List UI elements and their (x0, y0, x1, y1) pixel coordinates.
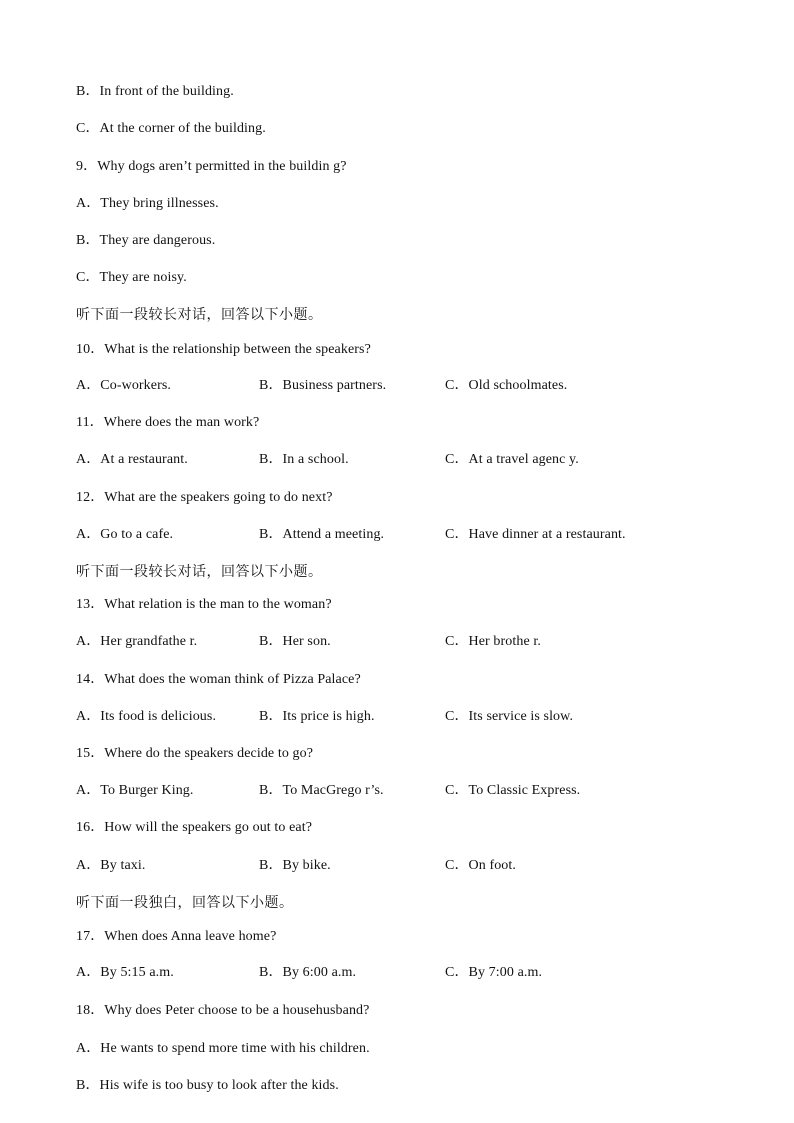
question-line: 11．Where does the man work? (76, 415, 260, 430)
option-b: B．Her son. (259, 634, 331, 649)
question-line: A．They bring illnesses. (76, 196, 219, 211)
question-line: A．He wants to spend more time with his children. (76, 1041, 370, 1056)
question-line: 17．When does Anna leave home? (76, 929, 277, 944)
option-c: C．On foot. (445, 858, 516, 873)
question-line: 12．What are the speakers going to do next? (76, 490, 333, 505)
option-b: B．Its price is high. (259, 709, 375, 724)
option-c: C．Its service is slow. (445, 709, 574, 724)
option-c: C．Her brothe r. (445, 634, 541, 649)
option-a: A．By 5:15 a.m. (76, 965, 174, 980)
option-b: B．By bike. (259, 858, 331, 873)
question-line: C．They are noisy. (76, 270, 187, 285)
section-instruction: 听下面一段较长对话，回答以下小题。 (76, 564, 323, 580)
option-c: C．At a travel agenc y. (445, 452, 579, 467)
question-line: 18．Why does Peter choose to be a househusband? (76, 1003, 370, 1018)
question-line: B．His wife is too busy to look after the kids. (76, 1078, 339, 1093)
option-a: A．Its food is delicious. (76, 709, 217, 724)
option-a: A．To Burger King. (76, 783, 194, 798)
option-a: A．Her grandfathe r. (76, 634, 198, 649)
question-line: 14．What does the woman think of Pizza Palace? (76, 672, 361, 687)
section-instruction: 听下面一段较长对话，回答以下小题。 (76, 307, 323, 323)
option-a: A．By taxi. (76, 858, 146, 873)
option-c: C．To Classic Express. (445, 783, 581, 798)
option-b: B．To MacGrego r’s. (259, 783, 384, 798)
option-c: C．By 7:00 a.m. (445, 965, 543, 980)
question-line: C．At the corner of the building. (76, 121, 266, 136)
option-a: A．Go to a cafe. (76, 527, 174, 542)
question-line: 9．Why dogs aren’t permitted in the buildin g? (76, 159, 347, 174)
section-instruction: 听下面一段独白，回答以下小题。 (76, 895, 294, 911)
question-line: 10．What is the relationship between the speakers? (76, 342, 371, 357)
question-line: 16．How will the speakers go out to eat? (76, 820, 313, 835)
question-line: B．In front of the building. (76, 84, 234, 99)
question-line: 15．Where do the speakers decide to go? (76, 746, 314, 761)
question-line: 13．What relation is the man to the woman? (76, 597, 332, 612)
option-c: C．Old schoolmates. (445, 378, 568, 393)
question-line: B．They are dangerous. (76, 233, 216, 248)
option-a: A．At a restaurant. (76, 452, 188, 467)
option-a: A．Co-workers. (76, 378, 172, 393)
option-c: C．Have dinner at a restaurant. (445, 527, 626, 542)
option-b: B．By 6:00 a.m. (259, 965, 357, 980)
option-b: B．Business partners. (259, 378, 387, 393)
option-b: B．In a school. (259, 452, 349, 467)
option-b: B．Attend a meeting. (259, 527, 385, 542)
